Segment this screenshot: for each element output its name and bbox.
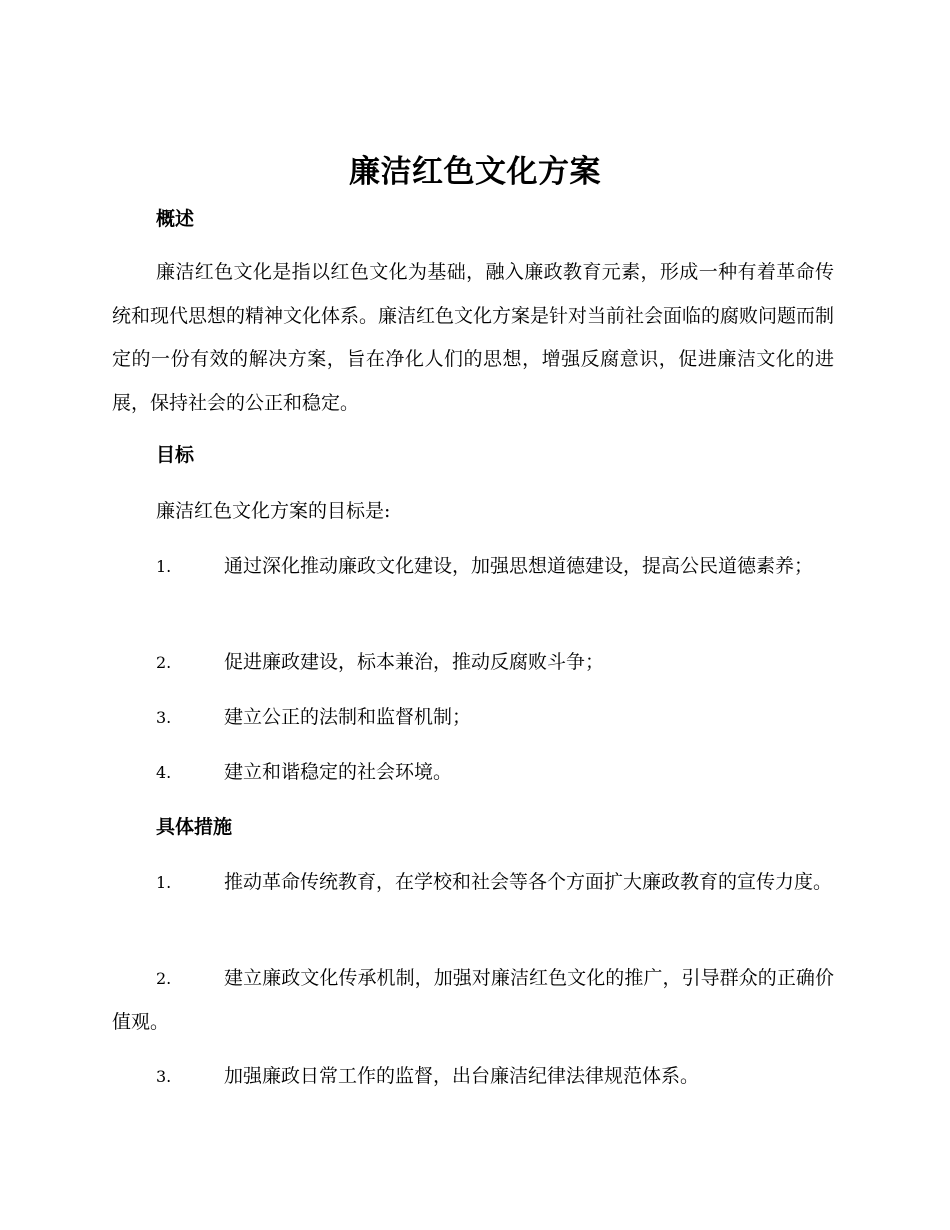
- goal-item: [112, 545, 834, 589]
- list-item-number: 1.: [156, 873, 172, 892]
- list-item-text: 建立公正的法制和监督机制；: [224, 706, 472, 728]
- list-item-number: 1.: [156, 557, 172, 576]
- goal-item: [112, 641, 834, 685]
- list-item-number: 4.: [156, 763, 172, 782]
- section-heading-goals: 目标: [156, 444, 195, 466]
- list-item-text: 加强廉政日常工作的监督，出台廉洁纪律法律规范体系。: [224, 1065, 700, 1087]
- list-item-number: 3.: [156, 708, 172, 727]
- goal-item: [112, 696, 834, 740]
- list-item-text: 推动革命传统教育，在学校和社会等各个方面扩大廉政教育的宣传力度。: [224, 871, 833, 893]
- list-item-number: 3.: [156, 1067, 172, 1086]
- goal-item: [112, 751, 834, 795]
- goals-intro: 廉洁红色文化方案的目标是:: [156, 500, 391, 522]
- section-heading-overview: 概述: [156, 208, 195, 230]
- list-item-text: 建立和谐稳定的社会环境。: [224, 761, 453, 783]
- list-item-number: 2.: [156, 969, 172, 988]
- document-title: 廉洁红色文化方案: [349, 154, 601, 190]
- list-item-text: 促进廉政建设，标本兼治，推动反腐败斗争；: [224, 651, 605, 673]
- overview-paragraph: 廉洁红色文化是指以红色文化为基础，融入廉政教育元素，形成一种有着革命传统和现代思想的精神文化体系。廉洁红色文化方案是针对当前社会面临的腐败问题而制定的一份有效的解决方案，旨在净化人们的思想，增强反腐意识，促进廉洁文化的进展，保持社会的公正和稳定。: [112, 261, 835, 414]
- measure-item: [112, 1055, 834, 1099]
- list-item-text: 通过深化推动廉政文化建设，加强思想道德建设，提高公民道德素养；: [224, 555, 814, 577]
- list-item-number: 2.: [156, 653, 172, 672]
- measure-item: [112, 957, 834, 1044]
- list-item-text: 建立廉政文化传承机制，加强对廉洁红色文化的推广，引导群众的正确价值观。: [112, 967, 834, 1033]
- section-heading-measures: 具体措施: [156, 816, 233, 838]
- measure-item: [112, 861, 834, 905]
